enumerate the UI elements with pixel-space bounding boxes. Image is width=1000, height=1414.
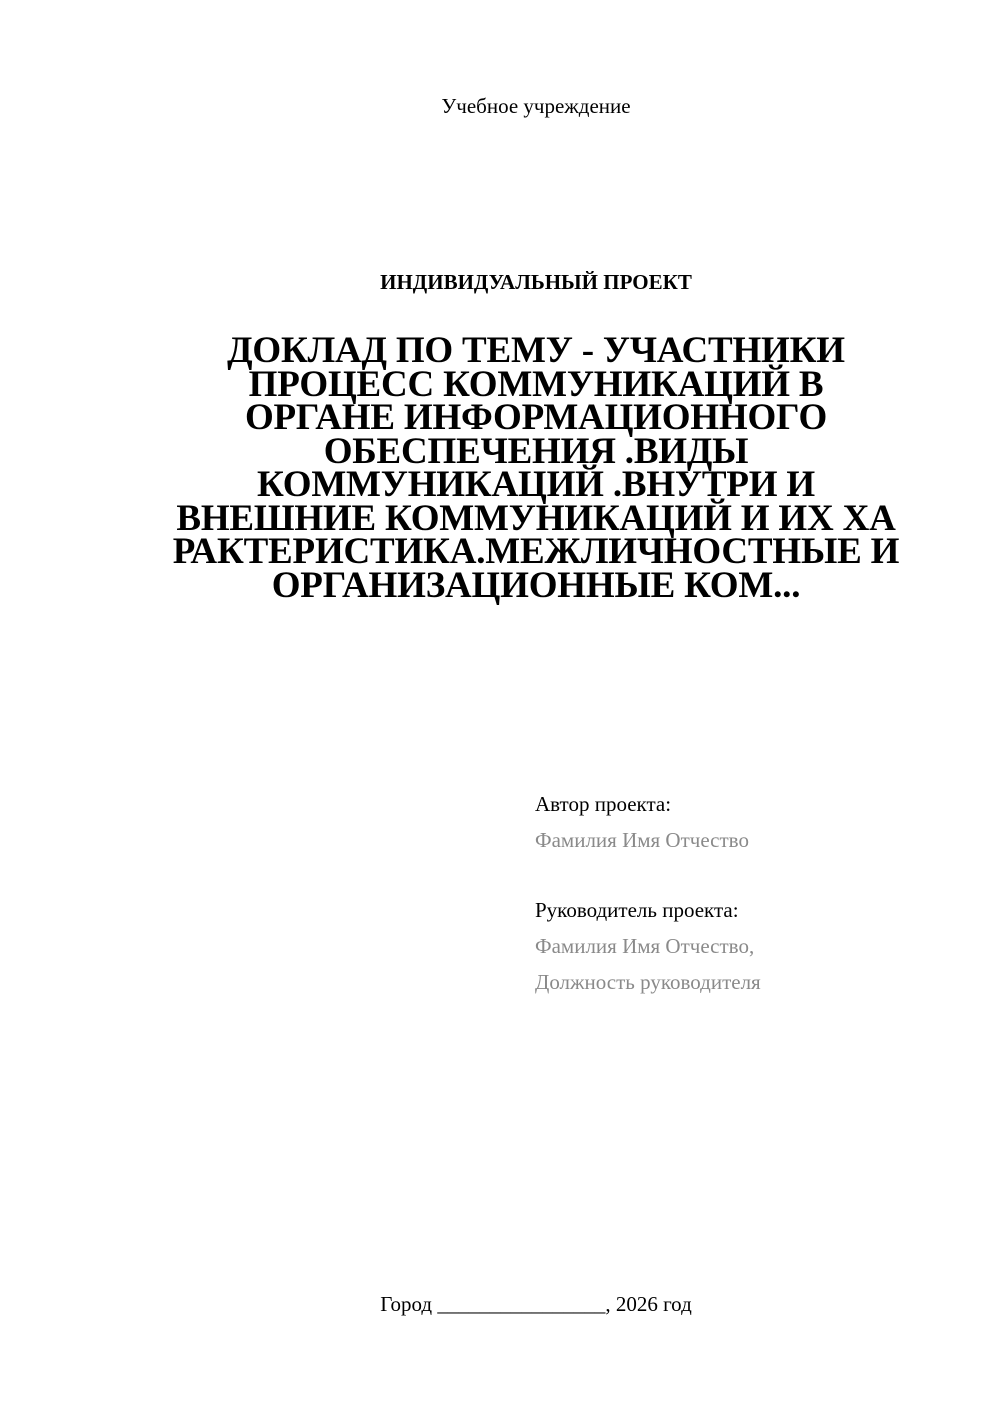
title-line: ОРГАНЕ ИНФОРМАЦИОННОГО [244, 397, 828, 438]
title-line: ВНЕШНИЕ КОММУНИКАЦИЙ И ИХ ХА [176, 497, 896, 539]
author-name: Фамилия Имя Отчество [535, 828, 749, 852]
title-line: ПРОЦЕСС КОММУНИКАЦИЙ В [248, 363, 824, 405]
institution-name: Учебное учреждение [441, 94, 631, 118]
author-label: Автор проекта: [535, 792, 672, 816]
supervisor-position: Должность руководителя [535, 970, 761, 994]
title-line: ДОКЛАД ПО ТЕМУ - УЧАСТНИКИ [227, 330, 845, 371]
project-type-heading: ИНДИВИДУАЛЬНЫЙ ПРОЕКТ [380, 270, 692, 294]
title-line: ОБЕСПЕЧЕНИЯ .ВИДЫ [323, 430, 749, 472]
supervisor-label: Руководитель проекта: [535, 898, 739, 922]
report-title [140, 330, 932, 606]
year-text: , 2026 год [605, 1292, 692, 1316]
author-block [535, 786, 975, 858]
title-line: ОРГАНИЗАЦИОННЫЕ КОМ... [271, 564, 801, 606]
city-blank: ________________ [437, 1292, 606, 1316]
city-year-line [0, 1290, 1000, 1318]
title-line: КОММУНИКАЦИЙ .ВНУТРИ И [257, 464, 815, 505]
supervisor-name: Фамилия Имя Отчество, [535, 934, 755, 958]
supervisor-block [535, 892, 975, 1000]
city-label: Город [380, 1292, 433, 1316]
title-line: РАКТЕРИСТИКА.МЕЖЛИЧНОСТНЫЕ И [172, 531, 900, 572]
